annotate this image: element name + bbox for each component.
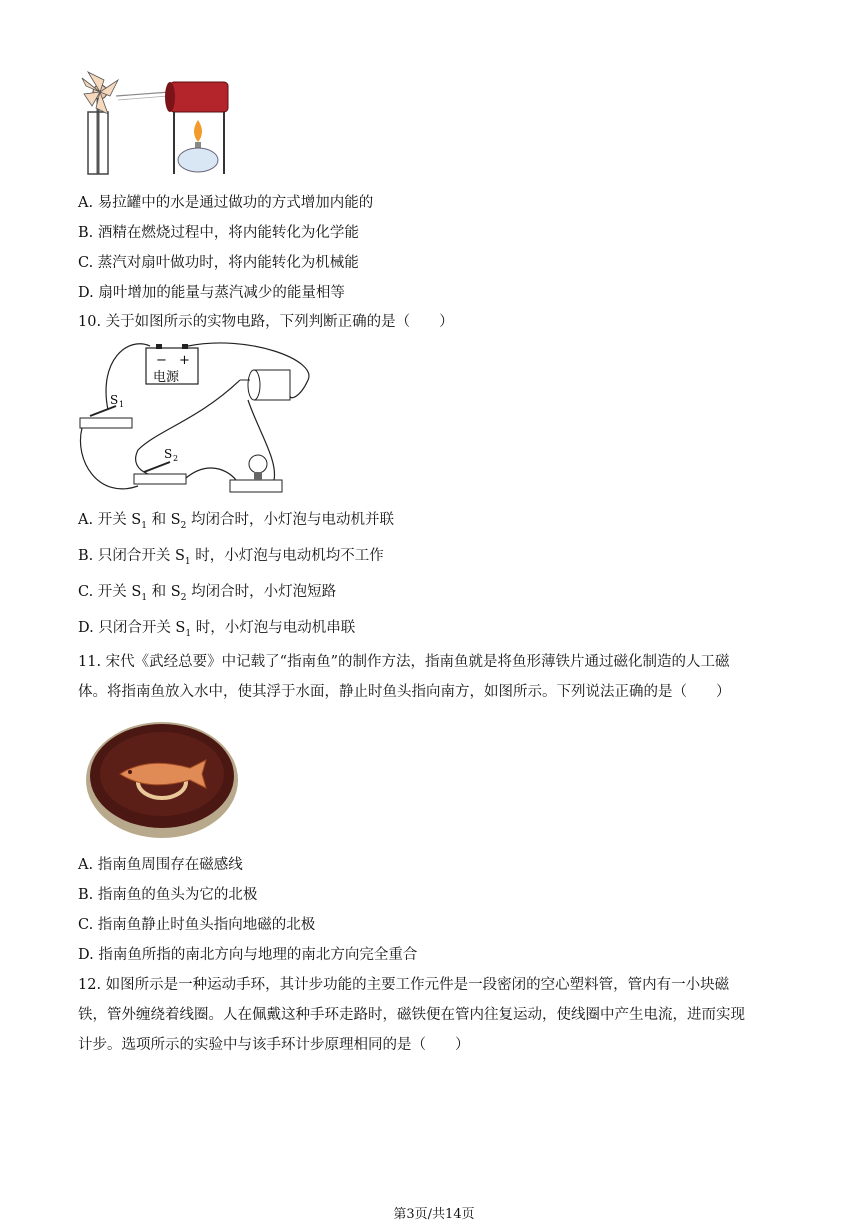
q10-option-d-pre: D. 只闭合开关 S bbox=[78, 620, 186, 636]
q10-option-b-sub1: 1 bbox=[184, 556, 191, 567]
q10-option-a-pre: A. 开关 S bbox=[78, 512, 142, 528]
switch-s1-subscript: 1 bbox=[119, 400, 125, 409]
q12-line1: 12. 如图所示是一种运动手环，其计步功能的主要工作元件是一段密闭的空心塑料管，管内有一小块磁 bbox=[78, 977, 730, 993]
q11-option-b: B. 指南鱼的鱼头为它的北极 bbox=[78, 887, 258, 903]
q11-stem-line1: 11. 宋代《武经总要》中记载了“指南鱼”的制作方法，指南鱼就是将鱼形薄铁片通过磁化制造的人工磁 bbox=[78, 654, 730, 670]
battery-minus: − bbox=[156, 353, 167, 368]
q10-option-c-sub2: 2 bbox=[180, 592, 187, 603]
q9-option-d: D. 扇叶增加的能量与蒸汽减少的能量相等 bbox=[78, 285, 345, 301]
figure-circuit bbox=[78, 340, 318, 500]
q10-option-b bbox=[78, 546, 384, 572]
page-footer: 第3页/共14页 bbox=[393, 1207, 475, 1222]
switch-s2 bbox=[134, 447, 186, 484]
battery bbox=[146, 344, 198, 385]
q10-option-d-post: 时，小灯泡与电动机串联 bbox=[191, 620, 356, 636]
q10-option-a-sub1: 1 bbox=[141, 520, 147, 531]
q10-option-a bbox=[78, 510, 394, 536]
alcohol-burner bbox=[178, 120, 218, 172]
q10-option-c-sub1: 1 bbox=[141, 592, 148, 603]
q10-option-d bbox=[78, 618, 355, 644]
q12-line2: 铁，管外缠绕着线圈。人在佩戴这种手环走路时，磁铁便在管内往复运动，使线圈中产生电流，进而实现 bbox=[78, 1007, 745, 1023]
q10-option-c bbox=[78, 582, 336, 608]
q11-option-d: D. 指南鱼所指的南北方向与地理的南北方向完全重合 bbox=[78, 947, 418, 963]
motor bbox=[240, 370, 290, 400]
q9-option-c: C. 蒸汽对扇叶做功时，将内能转化为机械能 bbox=[78, 255, 359, 271]
fan bbox=[82, 72, 118, 174]
q10-option-d-sub1: 1 bbox=[185, 628, 192, 639]
q10-option-b-pre: B. 只闭合开关 S bbox=[78, 548, 185, 564]
q12-line3: 计步。选项所示的实验中与该手环计步原理相同的是（ ） bbox=[78, 1037, 470, 1053]
q10-option-b-post: 时，小灯泡与电动机均不工作 bbox=[190, 548, 384, 564]
switch-s2-subscript: 2 bbox=[173, 454, 179, 463]
switch-s2-label: S bbox=[164, 447, 173, 461]
switch-s1-label: S bbox=[110, 393, 119, 407]
q11-stem-line2: 体。将指南鱼放入水中，使其浮于水面，静止时鱼头指向南方，如图所示。下列说法正确的是（ ） bbox=[78, 684, 731, 700]
q10-option-a-mid: 和 S bbox=[146, 512, 181, 528]
q10-option-a-post: 均闭合时，小灯泡与电动机并联 bbox=[186, 512, 394, 528]
q10-option-c-post: 均闭合时，小灯泡短路 bbox=[186, 584, 337, 600]
q10-option-c-mid: 和 S bbox=[147, 584, 181, 600]
figure-steam-fan-apparatus bbox=[78, 62, 238, 182]
q9-option-b: B. 酒精在燃烧过程中，将内能转化为化学能 bbox=[78, 225, 359, 241]
battery-label: 电源 bbox=[153, 370, 180, 385]
q10-option-a-sub2: 2 bbox=[180, 520, 187, 531]
figure-south-pointing-fish bbox=[84, 716, 240, 842]
q10-option-c-pre: C. 开关 S bbox=[78, 584, 142, 600]
q11-option-c: C. 指南鱼静止时鱼头指向地磁的北极 bbox=[78, 917, 316, 933]
q10-stem: 10. 关于如图所示的实物电路，下列判断正确的是（ ） bbox=[78, 314, 454, 330]
q9-option-a: A. 易拉罐中的水是通过做功的方式增加内能的 bbox=[78, 195, 374, 211]
battery-plus: + bbox=[179, 353, 190, 368]
q11-option-a: A. 指南鱼周围存在磁感线 bbox=[78, 857, 243, 873]
